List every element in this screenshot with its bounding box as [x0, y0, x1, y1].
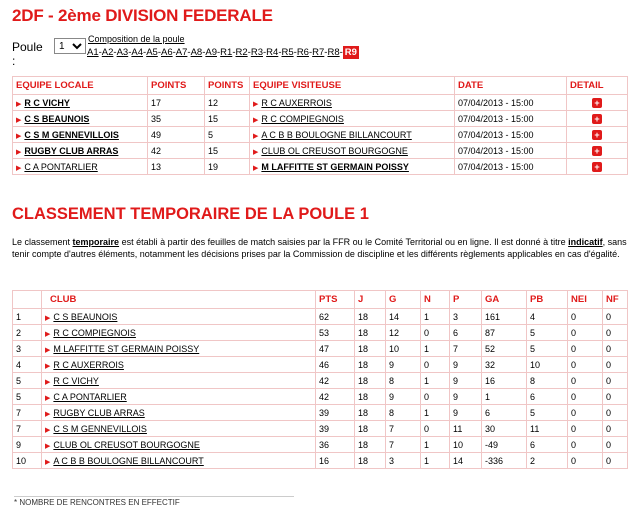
away-team-link[interactable]: M LAFFITTE ST GERMAIN POISSY — [261, 161, 409, 172]
standings-cell-j: 18 — [355, 421, 386, 437]
standings-cell-pts: 53 — [316, 325, 355, 341]
standings-cell-rank: 5 — [13, 373, 42, 389]
home-team-cell[interactable] — [13, 111, 148, 127]
poule-link-r8[interactable]: R8 — [327, 47, 340, 58]
poule-link-a5[interactable]: A5 — [146, 47, 158, 58]
home-team-cell[interactable] — [13, 159, 148, 175]
poule-link-separator: - — [172, 47, 176, 58]
standings-cell-j: 18 — [355, 405, 386, 421]
standings-cell-j: 18 — [355, 437, 386, 453]
col-points-away: POINTS — [205, 77, 250, 95]
standings-cell-g: 9 — [386, 389, 421, 405]
standings-club-link[interactable]: R C AUXERROIS — [53, 359, 124, 370]
arrow-right-icon: ▶ — [45, 394, 51, 402]
arrow-right-icon: ▶ — [16, 116, 22, 124]
standings-cell-pts: 62 — [316, 309, 355, 325]
home-points: 17 — [148, 95, 205, 111]
arrow-right-icon: ▶ — [45, 442, 51, 450]
home-team-link[interactable]: C A PONTARLIER — [24, 161, 98, 172]
match-row — [13, 111, 628, 127]
standings-cell-nf: 0 — [603, 357, 628, 373]
standings-cell-p: 10 — [450, 437, 482, 453]
standings-club-cell[interactable] — [42, 421, 316, 437]
classement-title: CLASSEMENT TEMPORAIRE DE LA POULE 1 — [12, 205, 369, 223]
standings-club-cell[interactable] — [42, 373, 316, 389]
standings-club-cell[interactable] — [42, 357, 316, 373]
intro-text-1: Le classement — [12, 237, 73, 247]
standings-cell-j: 18 — [355, 373, 386, 389]
standings-cell-pb: 8 — [527, 373, 568, 389]
standings-cell-ga: 87 — [482, 325, 527, 341]
arrow-right-icon: ▶ — [253, 116, 259, 124]
poule-link-a6[interactable]: A6 — [160, 47, 173, 58]
intro-indicatif: indicatif — [568, 237, 603, 247]
detail-cell — [567, 95, 628, 111]
poule-link-a3[interactable]: A3 — [116, 47, 129, 58]
away-points: 15 — [205, 143, 250, 159]
poule-link-r5[interactable]: R5 — [281, 47, 294, 58]
standings-cell-pb: 5 — [527, 405, 568, 421]
footer-note: * NOMBRE DE RENCONTRES EN EFFECTIF — [14, 496, 294, 507]
standings-cell-ga: 1 — [482, 389, 527, 405]
standings-cell-j: 18 — [355, 357, 386, 373]
detail-plus-button[interactable]: + — [592, 146, 602, 156]
standings-cell-g: 8 — [386, 405, 421, 421]
match-row — [13, 127, 628, 143]
standings-cell-pb: 2 — [527, 453, 568, 469]
away-team-link[interactable]: R C COMPIEGNOIS — [261, 113, 344, 124]
away-team-link[interactable]: CLUB OL CREUSOT BOURGOGNE — [261, 145, 408, 156]
poule-link-a1[interactable]: A1 — [87, 47, 99, 58]
standings-cell-nei: 0 — [568, 389, 603, 405]
standings-cell-nf: 0 — [603, 421, 628, 437]
standings-cell-nei: 0 — [568, 373, 603, 389]
poule-link-r1[interactable]: R1 — [220, 47, 233, 58]
standings-cell-n: 1 — [421, 453, 450, 469]
standings-col-pb: PB — [527, 291, 568, 309]
intro-temporaire: temporaire — [72, 237, 120, 247]
standings-cell-g: 7 — [386, 421, 421, 437]
away-team-cell[interactable] — [250, 127, 455, 143]
standings-club-link[interactable]: C A PONTARLIER — [53, 391, 127, 402]
standings-cell-g: 3 — [386, 453, 421, 469]
standings-cell-g: 14 — [386, 309, 421, 325]
col-points-home: POINTS — [148, 77, 205, 95]
standings-cell-p: 6 — [450, 325, 482, 341]
arrow-right-icon: ▶ — [45, 458, 51, 466]
arrow-right-icon: ▶ — [45, 426, 51, 434]
standings-cell-nf: 0 — [603, 437, 628, 453]
away-points: 5 — [205, 127, 250, 143]
detail-plus-button[interactable]: + — [592, 98, 602, 108]
intro-text-3: , sans tenir compte d'autres éléments, notamment les décisions prises par la Commission de discipline et les différents règlements applicables en cas d'égalité. — [12, 237, 627, 259]
standings-cell-pts: 16 — [316, 453, 355, 469]
home-team-cell[interactable] — [13, 127, 148, 143]
matches-header-row — [13, 77, 628, 95]
poule-label: Poule : — [12, 40, 43, 68]
poule-link-separator: - — [278, 47, 282, 58]
standings-header-row — [13, 291, 628, 309]
standings-club-cell[interactable] — [42, 309, 316, 325]
standings-club-cell[interactable] — [42, 389, 316, 405]
home-points: 49 — [148, 127, 205, 143]
standings-cell-rank: 5 — [13, 389, 42, 405]
standings-cell-pts: 46 — [316, 357, 355, 373]
standings-cell-n: 1 — [421, 309, 450, 325]
standings-cell-j: 18 — [355, 389, 386, 405]
standings-cell-nei: 0 — [568, 453, 603, 469]
standings-club-cell[interactable] — [42, 325, 316, 341]
standings-col-j: J — [355, 291, 386, 309]
detail-cell — [567, 127, 628, 143]
standings-cell-rank: 3 — [13, 341, 42, 357]
standings-cell-nei: 0 — [568, 309, 603, 325]
poule-link-a4[interactable]: A4 — [131, 47, 144, 58]
away-team-cell[interactable] — [250, 159, 455, 175]
match-row — [13, 159, 628, 175]
arrow-right-icon: ▶ — [45, 314, 51, 322]
poule-link-a8[interactable]: A8 — [190, 47, 203, 58]
poule-link-separator: - — [308, 47, 313, 58]
detail-cell — [567, 159, 628, 175]
match-date: 07/04/2013 - 15:00 — [455, 111, 567, 127]
standings-col-g: G — [386, 291, 421, 309]
poule-link-active[interactable]: R9 — [344, 47, 357, 58]
col-detail: DETAIL — [567, 77, 628, 95]
standings-club-cell[interactable] — [42, 453, 316, 469]
standings-row — [13, 389, 628, 405]
arrow-right-icon: ▶ — [45, 410, 51, 418]
standings-cell-rank: 1 — [13, 309, 42, 325]
standings-club-cell[interactable] — [42, 437, 316, 453]
detail-plus-button[interactable]: + — [592, 162, 602, 172]
standings-col-ga: GA — [482, 291, 527, 309]
standings-cell-ga: 30 — [482, 421, 527, 437]
match-row — [13, 95, 628, 111]
arrow-right-icon: ▶ — [45, 378, 51, 386]
standings-row — [13, 453, 628, 469]
classement-intro — [12, 236, 630, 260]
standings-cell-p: 9 — [450, 373, 482, 389]
arrow-right-icon: ▶ — [16, 100, 22, 108]
standings-club-link[interactable]: A C B B BOULOGNE BILLANCOURT — [53, 455, 204, 466]
standings-club-link[interactable]: M LAFFITTE ST GERMAIN POISSY — [53, 343, 200, 354]
standings-club-link[interactable]: RUGBY CLUB ARRAS — [53, 407, 145, 418]
standings-cell-ga: 52 — [482, 341, 527, 357]
standings-cell-nf: 0 — [603, 453, 628, 469]
standings-col-rank — [13, 291, 42, 309]
poule-link-r3[interactable]: R3 — [250, 47, 263, 58]
standings-club-link[interactable]: C S M GENNEVILLOIS — [53, 423, 147, 434]
poule-link-a9[interactable]: A9 — [205, 47, 217, 58]
poule-link-separator: - — [217, 47, 221, 58]
poule-link-separator: - — [187, 47, 191, 58]
standings-club-cell[interactable] — [42, 405, 316, 421]
standings-cell-ga: 6 — [482, 405, 527, 421]
poule-link-a7[interactable]: A7 — [175, 47, 188, 58]
poule-link-a2[interactable]: A2 — [101, 47, 114, 58]
standings-cell-pts: 42 — [316, 389, 355, 405]
away-team-cell[interactable] — [250, 143, 455, 159]
standings-cell-p: 9 — [450, 389, 482, 405]
away-points: 19 — [205, 159, 250, 175]
home-team-link[interactable]: RUGBY CLUB ARRAS — [24, 145, 119, 156]
standings-col-club: CLUB — [42, 291, 316, 309]
arrow-right-icon: ▶ — [16, 132, 22, 140]
standings-cell-n: 1 — [421, 437, 450, 453]
standings-cell-nei: 0 — [568, 421, 603, 437]
standings-club-link[interactable]: R C COMPIEGNOIS — [53, 327, 136, 338]
match-date: 07/04/2013 - 15:00 — [455, 127, 567, 143]
standings-col-n: N — [421, 291, 450, 309]
standings-cell-rank: 7 — [13, 405, 42, 421]
standings-cell-nf: 0 — [603, 341, 628, 357]
standings-row — [13, 309, 628, 325]
standings-cell-pb: 5 — [527, 341, 568, 357]
standings-cell-pb: 5 — [527, 325, 568, 341]
standings-cell-pts: 42 — [316, 373, 355, 389]
away-team-cell[interactable] — [250, 95, 455, 111]
poule-link-separator: - — [143, 47, 147, 58]
standings-cell-p: 3 — [450, 309, 482, 325]
standings-cell-nf: 0 — [603, 405, 628, 421]
standings-cell-p: 9 — [450, 357, 482, 373]
standings-cell-ga: 161 — [482, 309, 527, 325]
poule-link-separator: - — [98, 47, 102, 58]
standings-cell-nf: 0 — [603, 325, 628, 341]
standings-table — [12, 290, 628, 469]
standings-row — [13, 341, 628, 357]
detail-plus-button[interactable]: + — [592, 130, 602, 140]
standings-cell-pts: 47 — [316, 341, 355, 357]
standings-cell-n: 0 — [421, 357, 450, 373]
standings-cell-rank: 9 — [13, 437, 42, 453]
poule-link-separator: - — [113, 47, 117, 58]
arrow-right-icon: ▶ — [16, 164, 22, 172]
standings-cell-ga: -336 — [482, 453, 527, 469]
standings-cell-n: 1 — [421, 405, 450, 421]
poule-link-separator: - — [262, 47, 267, 58]
standings-cell-pb: 4 — [527, 309, 568, 325]
match-date: 07/04/2013 - 15:00 — [455, 159, 567, 175]
standings-cell-nei: 0 — [568, 357, 603, 373]
poule-link-separator: - — [157, 47, 161, 58]
standings-row — [13, 405, 628, 421]
standings-cell-j: 18 — [355, 453, 386, 469]
arrow-right-icon: ▶ — [16, 148, 22, 156]
home-team-link[interactable]: R C VICHY — [24, 97, 70, 108]
poule-link-separator: - — [293, 47, 297, 58]
standings-cell-j: 18 — [355, 325, 386, 341]
arrow-right-icon: ▶ — [253, 164, 259, 172]
detail-cell — [567, 111, 628, 127]
poule-link-separator: - — [202, 47, 206, 58]
home-team-link[interactable]: C S M GENNEVILLOIS — [24, 129, 119, 140]
standings-col-nf: NF — [603, 291, 628, 309]
poule-link-separator: - — [232, 47, 236, 58]
standings-cell-nei: 0 — [568, 437, 603, 453]
detail-cell — [567, 143, 628, 159]
poule-link-r7[interactable]: R7 — [312, 47, 325, 58]
standings-cell-nf: 0 — [603, 389, 628, 405]
standings-cell-p: 11 — [450, 421, 482, 437]
standings-cell-nf: 0 — [603, 373, 628, 389]
standings-cell-n: 1 — [421, 341, 450, 357]
home-points: 13 — [148, 159, 205, 175]
standings-cell-rank: 10 — [13, 453, 42, 469]
standings-cell-p: 7 — [450, 341, 482, 357]
arrow-right-icon: ▶ — [45, 346, 51, 354]
standings-row — [13, 437, 628, 453]
standings-cell-j: 18 — [355, 309, 386, 325]
standings-cell-g: 8 — [386, 373, 421, 389]
standings-club-link[interactable]: CLUB OL CREUSOT BOURGOGNE — [53, 439, 200, 450]
standings-cell-pb: 11 — [527, 421, 568, 437]
home-team-cell[interactable] — [13, 95, 148, 111]
standings-club-cell[interactable] — [42, 341, 316, 357]
standings-cell-rank: 7 — [13, 421, 42, 437]
standings-cell-ga: 16 — [482, 373, 527, 389]
poule-link-separator: - — [324, 47, 328, 58]
standings-cell-n: 0 — [421, 325, 450, 341]
arrow-right-icon: ▶ — [253, 132, 259, 140]
poule-link-separator: - — [128, 47, 132, 58]
standings-cell-ga: -49 — [482, 437, 527, 453]
standings-cell-rank: 2 — [13, 325, 42, 341]
standings-cell-p: 14 — [450, 453, 482, 469]
arrow-right-icon: ▶ — [45, 330, 51, 338]
standings-cell-nf: 0 — [603, 309, 628, 325]
poule-link-separator: - — [339, 47, 343, 58]
standings-cell-nei: 0 — [568, 341, 603, 357]
standings-row — [13, 325, 628, 341]
standings-cell-ga: 32 — [482, 357, 527, 373]
standings-cell-pb: 6 — [527, 389, 568, 405]
standings-cell-g: 10 — [386, 341, 421, 357]
standings-cell-n: 0 — [421, 421, 450, 437]
standings-cell-nei: 0 — [568, 325, 603, 341]
home-points: 35 — [148, 111, 205, 127]
arrow-right-icon: ▶ — [253, 100, 259, 108]
away-team-link[interactable]: R C AUXERROIS — [261, 97, 332, 108]
standings-cell-nei: 0 — [568, 405, 603, 421]
home-points: 42 — [148, 143, 205, 159]
poule-link-r2[interactable]: R2 — [235, 47, 248, 58]
standings-cell-pts: 39 — [316, 405, 355, 421]
match-date: 07/04/2013 - 15:00 — [455, 95, 567, 111]
standings-club-link[interactable]: R C VICHY — [53, 375, 99, 386]
poule-link-separator: - — [247, 47, 251, 58]
col-equipe-locale: EQUIPE LOCALE — [13, 77, 148, 95]
away-team-cell[interactable] — [250, 111, 455, 127]
away-points: 15 — [205, 111, 250, 127]
page-title: 2DF - 2ème DIVISION FEDERALE — [12, 6, 273, 25]
matches-table — [12, 76, 628, 175]
arrow-right-icon: ▶ — [45, 362, 51, 370]
standings-col-nei: NEI — [568, 291, 603, 309]
standings-cell-n: 0 — [421, 389, 450, 405]
standings-cell-g: 7 — [386, 437, 421, 453]
detail-plus-button[interactable]: + — [592, 114, 602, 124]
standings-col-p: P — [450, 291, 482, 309]
home-team-cell[interactable] — [13, 143, 148, 159]
poule-links — [87, 47, 359, 58]
standings-cell-pb: 10 — [527, 357, 568, 373]
standings-cell-g: 9 — [386, 357, 421, 373]
standings-cell-pts: 36 — [316, 437, 355, 453]
intro-text-2: est établi à partir des feuilles de match saisies par la FFR ou le Comité Territorial ou en ligne. Il est donné à titre — [119, 237, 569, 247]
standings-cell-j: 18 — [355, 341, 386, 357]
arrow-right-icon: ▶ — [253, 148, 259, 156]
standings-row — [13, 421, 628, 437]
standings-row — [13, 373, 628, 389]
poule-select[interactable] — [54, 38, 86, 54]
match-row — [13, 143, 628, 159]
standings-club-link[interactable]: C S BEAUNOIS — [53, 311, 118, 322]
standings-cell-n: 1 — [421, 373, 450, 389]
standings-cell-pts: 39 — [316, 421, 355, 437]
standings-cell-pb: 6 — [527, 437, 568, 453]
standings-cell-g: 12 — [386, 325, 421, 341]
standings-row — [13, 357, 628, 373]
away-team-link[interactable]: A C B B BOULOGNE BILLANCOURT — [261, 129, 412, 140]
home-team-link[interactable]: C S BEAUNOIS — [24, 113, 90, 124]
away-points: 12 — [205, 95, 250, 111]
standings-cell-p: 9 — [450, 405, 482, 421]
col-equipe-visiteuse: EQUIPE VISITEUSE — [250, 77, 455, 95]
standings-col-pts: PTS — [316, 291, 355, 309]
poule-link-r6[interactable]: R6 — [296, 47, 309, 58]
match-date: 07/04/2013 - 15:00 — [455, 143, 567, 159]
composition-link[interactable]: Composition de la poule — [88, 34, 185, 44]
col-date: DATE — [455, 77, 567, 95]
standings-cell-rank: 4 — [13, 357, 42, 373]
poule-link-r4[interactable]: R4 — [266, 47, 279, 58]
